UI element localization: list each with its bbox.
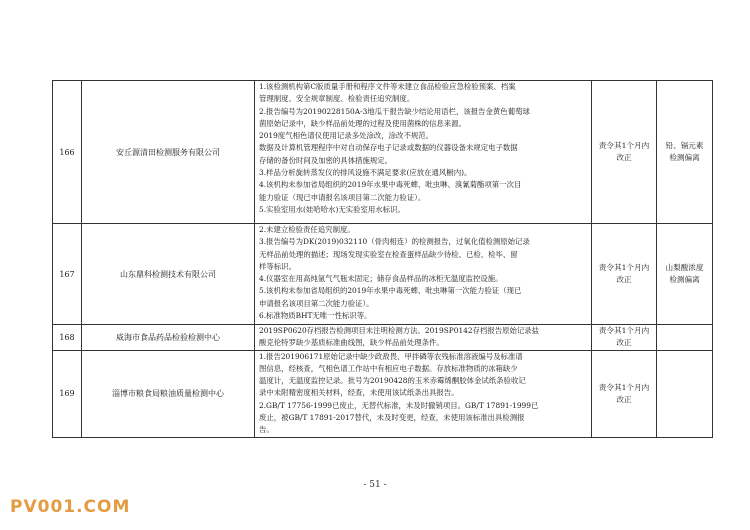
issue-line: 申请报名该项目第二次能力验证）。 xyxy=(259,298,374,308)
issue-line: 3.报告编号为DK(2019)032110（骨肉相连）的检测报告，过氧化值检测原始记录 xyxy=(259,237,530,247)
issues-cell xyxy=(255,350,592,437)
issues-cell xyxy=(255,81,592,224)
issue-line: 能力验证（现已申请报名该项目第二次能力验证）。 xyxy=(259,192,426,202)
failed-item-line: 山梨酸浓度 xyxy=(665,263,704,272)
issue-line: 酸克伦特罗缺少基质标准曲线图，缺少样品前处理条件。 xyxy=(259,338,444,348)
failed-item-cell xyxy=(657,224,713,325)
requirement-line: 改正 xyxy=(616,275,632,284)
issue-line: 温度计，无温度监控记录。批号为20190428的玉米赤霉烯酮胶体金试纸条验收记 xyxy=(259,376,526,386)
issue-line: 菌原始记录中，缺少样品前处理的过程及使用菌株的信息来源。 xyxy=(259,118,466,128)
inspection-results-table xyxy=(52,80,713,438)
requirement-line: 改正 xyxy=(616,338,632,348)
organization-name-cell: 威海市食品药品检验检测中心 xyxy=(82,325,255,351)
row-number-cell: 166 xyxy=(53,81,82,224)
row-number-cell: 167 xyxy=(53,224,82,325)
requirement-cell xyxy=(592,325,657,351)
requirement-line: 责令其1个月内 xyxy=(598,382,650,392)
table-row xyxy=(53,350,713,437)
table-row xyxy=(53,325,713,351)
issue-line: 5.实验室用水(娃哈哈水)无实验室用水标识。 xyxy=(259,204,405,214)
issue-line: 存储的备份时间及加密的具体措施规定。 xyxy=(259,155,393,165)
row-number-cell: 169 xyxy=(53,350,82,437)
issue-line: 3.样品分析旋转蒸发仪的排风设施不满足要求(应放在通风橱内)。 xyxy=(259,168,472,178)
failed-item-line: 检测偏离 xyxy=(669,275,700,284)
issue-line: 废止，被GB/T 17891-2017替代，未及时变更，经查，未使用该标准出具检测报 xyxy=(259,413,525,423)
issue-line: 4.仪器室在用高纯氩气气瓶未固定；储存食品样品的冰柜无温度监控设施。 xyxy=(259,274,503,284)
requirement-cell xyxy=(592,224,657,325)
requirement-line: 责令其1个月内 xyxy=(598,326,650,336)
issue-line: 2.报告编号为20190228150A-3地瓜干报告缺少结论用语栏，该报告金黄色葡萄球 xyxy=(259,106,530,116)
issue-line: 6.标准物质BHT无唯一性标识等。 xyxy=(259,311,372,321)
failed-item-cell xyxy=(657,350,713,437)
issue-line: 录中未附精密度相关材料，经查，未使用该试纸条出具报告。 xyxy=(259,388,459,398)
requirement-line: 责令其1个月内 xyxy=(598,263,650,272)
issue-line: 管理制度、安全规章制度、检验责任追究制度。 xyxy=(259,94,415,104)
issue-line: 2019SP0620存档报告检测项目未注明检测方法。2019SP0142存档报告原始记录盐 xyxy=(259,326,540,335)
issue-line: 2.未建立检验责任追究制度。 xyxy=(259,225,355,234)
requirement-cell xyxy=(592,81,657,224)
watermark-logo: PV001.COM xyxy=(10,497,131,517)
issue-line: 告。 xyxy=(259,425,274,435)
issue-line: 1.该检测机构第C版质量手册和程序文件等未建立食品检验应急检验预案、档案 xyxy=(259,82,516,91)
organization-name-cell: 淄博市粮食局粮油质量检测中心 xyxy=(82,350,255,437)
issue-line: 无样品前处理的描述；现场发现实验室在检查蛋样品缺少待检、已检、检毕、留 xyxy=(259,249,518,259)
failed-item-cell xyxy=(657,81,713,224)
failed-item-line: 铅、镉元素 xyxy=(665,141,704,150)
requirement-line: 改正 xyxy=(616,394,632,404)
issue-line: 2.GB/T 17756-1999已废止，无替代标准，未及时撤销项目。GB/T 17891-1999已 xyxy=(259,400,539,410)
issue-line: 4.该机构未参加省局组织的2019年水果中毒死蜱、吡虫啉、溴氰菊酯项第一次目 xyxy=(259,180,522,190)
page-number: - 51 - xyxy=(363,480,387,490)
table-row xyxy=(53,224,713,325)
table-row xyxy=(53,81,713,224)
organization-name-cell: 安丘源清田检测服务有限公司 xyxy=(82,81,255,224)
organization-name-cell: 山东鼎科检测技术有限公司 xyxy=(82,224,255,325)
requirement-cell xyxy=(592,350,657,437)
issue-line: 2019度气相色谱仪使用记录多处涂改，涂改不规范。 xyxy=(259,131,434,141)
issue-line: 样等标识。 xyxy=(259,261,296,271)
issues-cell xyxy=(255,224,592,325)
issue-line: 1.报告201906171原始记录中缺少政敌畏、甲拌磷等农残标准溶液编号及标准谱 xyxy=(259,351,523,361)
failed-item-cell xyxy=(657,325,713,351)
row-number-cell: 168 xyxy=(53,325,82,351)
issues-cell xyxy=(255,325,592,351)
failed-item-line: 检测偏离 xyxy=(669,153,700,162)
issue-line: 数据及计算机管理程序中对自动保存电子记录或数据的仪器设备未规定电子数据 xyxy=(259,143,518,153)
requirement-line: 责令其1个月内 xyxy=(598,141,650,150)
requirement-line: 改正 xyxy=(616,153,632,162)
issue-line: 图信息，经核查，气相色谱工作站中有相应电子数据。存放标准物质的冰箱缺少 xyxy=(259,363,518,373)
issue-line: 5.该机构未参加省局组织的2019年水果中毒死蜱、吡虫啉第一次能力验证（现已 xyxy=(259,286,522,296)
